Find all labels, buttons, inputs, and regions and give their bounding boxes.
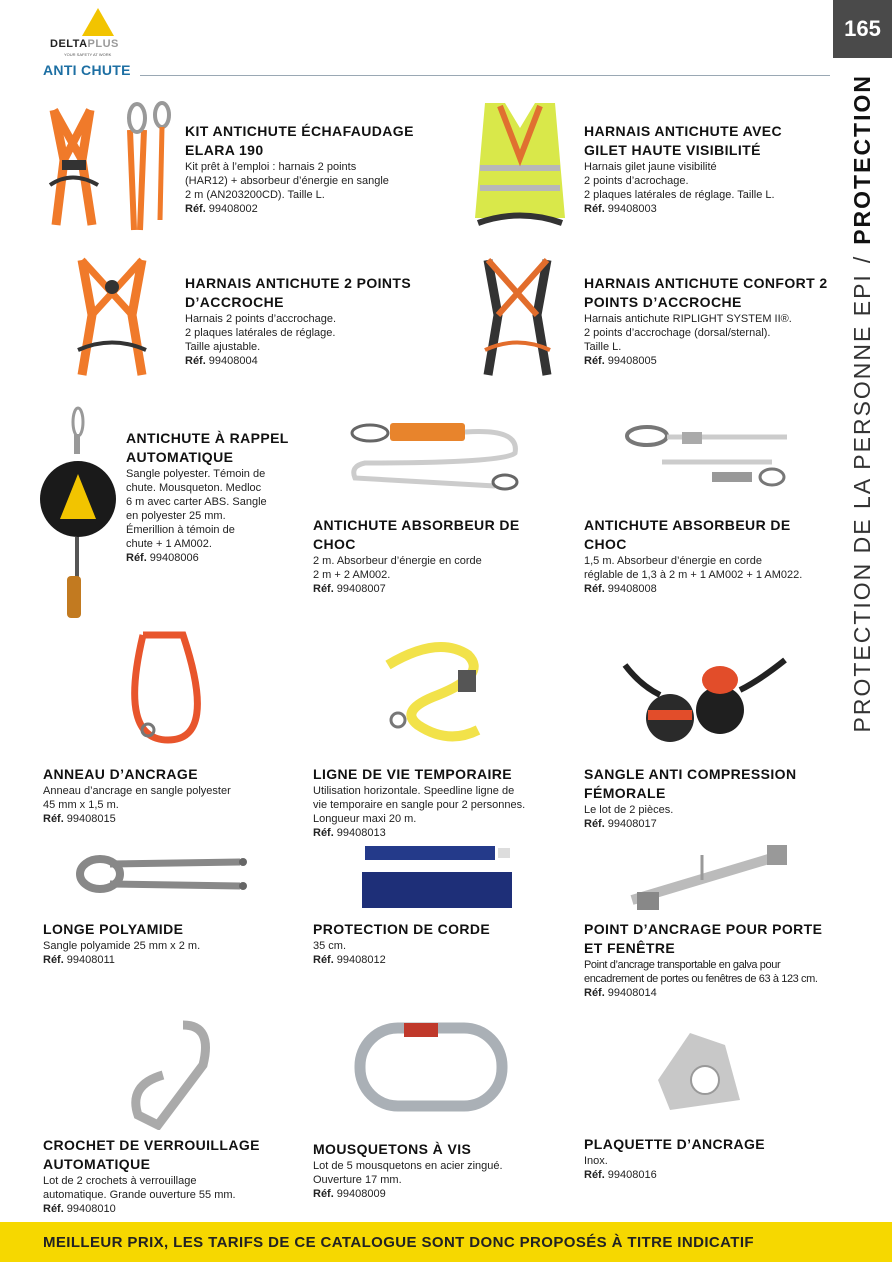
- rope-protector-image: [350, 842, 520, 912]
- locking-hook-image: [118, 1015, 218, 1130]
- product-description: Harnais gilet jaune visibilité 2 points d’acrochage. 2 plaques latérales de réglage. Taille L.: [584, 161, 775, 201]
- product-ref: Réf. 99408012: [313, 954, 386, 966]
- product-anchor-plate: [584, 1135, 829, 1182]
- product-description: 35 cm.: [313, 940, 347, 952]
- polyamide-lanyard-image: [75, 852, 255, 897]
- product-title: ANNEAU D’ANCRAGE: [43, 766, 198, 782]
- product-ref: Réf. 99408014: [584, 987, 657, 999]
- vest-harness-image: [470, 98, 570, 238]
- product-ref: Réf. 99408002: [185, 203, 258, 215]
- product-title: LONGE POLYAMIDE: [43, 921, 184, 937]
- temporary-lifeline-image: [378, 625, 498, 755]
- product-title: KIT ANTICHUTE ÉCHAFAUDAGE ELARA 190: [185, 123, 414, 158]
- product-description: Utilisation horizontale. Speedline ligne de vie temporaire en sangle pour 2 personnes. Longueur maxi 20 m.: [313, 785, 526, 825]
- product-polyamide-lanyard: [43, 920, 293, 967]
- product-ref: Réf. 99408015: [43, 813, 116, 825]
- brand-logo: [50, 8, 146, 56]
- disclaimer-text: MEILLEUR PRIX, LES TARIFS DE CE CATALOGUE SONT DONC PROPOSÉS À TITRE INDICATIF: [43, 1233, 754, 1251]
- logo-tagline: YOUR SAFETY AT WORK: [64, 52, 112, 57]
- screw-carabiner-image: [352, 1020, 512, 1115]
- product-ref: Réf. 99408008: [584, 583, 657, 595]
- product-description: Le lot de 2 pièces.: [584, 804, 674, 816]
- product-title: HARNAIS ANTICHUTE CONFORT 2 POINTS D’ACCROCHE: [584, 275, 828, 310]
- product-kit-elara: [185, 122, 435, 216]
- product-title: PROTECTION DE CORDE: [313, 921, 491, 937]
- product-ref: Réf. 99408005: [584, 355, 657, 367]
- comfort-harness-image: [480, 255, 555, 385]
- product-retractable: [126, 429, 296, 565]
- product-rope-protector: [313, 920, 563, 967]
- product-title: POINT D’ANCRAGE POUR PORTE ET FENÊTRE: [584, 921, 823, 956]
- product-shock-absorber-adjustable: [584, 516, 832, 596]
- product-title: CROCHET DE VERROUILLAGE AUTOMATIQUE: [43, 1137, 260, 1172]
- product-description: Kit prêt à l’emploi : harnais 2 points (HAR12) + absorbeur d’énergie en sangle 2 m (AN203200CD). Taille L.: [185, 161, 389, 201]
- section-title: ANTI CHUTE: [43, 62, 131, 78]
- product-title: ANTICHUTE ABSORBEUR DE CHOC: [313, 517, 520, 552]
- product-description: 2 m. Absorbeur d’énergie en corde 2 m + 2 AM002.: [313, 555, 482, 581]
- product-ref: Réf. 99408007: [313, 583, 386, 595]
- product-screw-carabiner: [313, 1140, 563, 1201]
- product-comfort-harness: [584, 274, 829, 368]
- product-femoral-strap: [584, 765, 829, 831]
- product-title: PLAQUETTE D’ANCRAGE: [584, 1136, 766, 1152]
- page-number: 165: [833, 0, 892, 58]
- product-locking-hook: [43, 1136, 293, 1216]
- product-ref: Réf. 99408004: [185, 355, 258, 367]
- category-text: PROTECTION DE LA PERSONNE EPI: [848, 273, 875, 733]
- product-description: Anneau d’ancrage en sangle polyester 45 mm x 1,5 m.: [43, 785, 231, 811]
- retractable-fall-arrester-image: [40, 404, 120, 624]
- product-title: SANGLE ANTI COMPRESSION FÉMORALE: [584, 766, 797, 801]
- anchor-plate-image: [650, 1025, 750, 1120]
- product-description: Inox.: [584, 1155, 608, 1167]
- product-lifeline: [313, 765, 568, 840]
- door-anchor-image: [622, 840, 792, 920]
- product-ref: Réf. 99408016: [584, 1169, 657, 1181]
- product-description: Sangle polyamide 25 mm x 2 m.: [43, 940, 201, 952]
- anchor-sling-image: [108, 630, 228, 755]
- product-description: Harnais 2 points d’accrochage. 2 plaques latérales de réglage. Taille ajustable.: [185, 313, 337, 353]
- product-harness-2-points: [185, 274, 435, 368]
- product-ref: Réf. 99408013: [313, 827, 386, 839]
- logo-main: DELTA: [50, 38, 88, 50]
- logo-accent: PLUS: [87, 38, 119, 50]
- product-vest-harness: [584, 122, 829, 216]
- category-separator: /: [848, 254, 875, 264]
- delta-triangle-icon: [82, 8, 114, 36]
- product-description: Lot de 5 mousquetons en acier zingué. Ouverture 17 mm.: [313, 1160, 503, 1186]
- product-ref: Réf. 99408006: [126, 552, 199, 564]
- logo-wordmark: [50, 38, 119, 50]
- product-shock-absorber-2m: [313, 516, 563, 596]
- adjustable-shock-absorber-image: [622, 422, 792, 497]
- shock-absorber-rope-image: [345, 418, 525, 493]
- product-ref: Réf. 99408017: [584, 818, 657, 830]
- product-title: ANTICHUTE ABSORBEUR DE CHOC: [584, 517, 791, 552]
- product-door-anchor: [584, 920, 832, 1000]
- product-title: LIGNE DE VIE TEMPORAIRE: [313, 766, 512, 782]
- product-ref: Réf. 99408011: [43, 954, 115, 966]
- harness-2-points-image: [72, 255, 152, 385]
- header-divider: [140, 75, 830, 76]
- product-description: Sangle polyester. Témoin de chute. Mousqueton. Medloc 6 m avec carter ABS. Sangle en polyester 25 mm. Émerillion à témoin de chute + 1 AM002.: [126, 468, 267, 550]
- product-description: Harnais antichute RIPLIGHT SYSTEM II®. 2 points d’accrochage (dorsal/sternal). Taille L.: [584, 313, 792, 353]
- product-description: Point d’ancrage transportable en galva pour encadrement de portes ou fenêtres de 63 à 123 cm.: [584, 959, 818, 985]
- kit-harness-image: [42, 100, 177, 235]
- product-title: MOUSQUETONS À VIS: [313, 1141, 472, 1157]
- product-description: Lot de 2 crochets à verrouillage automatique. Grande ouverture 55 mm.: [43, 1175, 236, 1201]
- product-ref: Réf. 99408010: [43, 1203, 116, 1215]
- price-disclaimer-banner: [0, 1222, 892, 1262]
- product-ref: Réf. 99408003: [584, 203, 657, 215]
- femoral-strap-image: [620, 650, 790, 745]
- product-title: HARNAIS ANTICHUTE 2 POINTS D’ACCROCHE: [185, 275, 412, 310]
- category-main: PROTECTION: [848, 74, 875, 245]
- product-title: HARNAIS ANTICHUTE AVEC GILET HAUTE VISIBILITÉ: [584, 123, 783, 158]
- product-anchor-sling: [43, 765, 293, 826]
- product-ref: Réf. 99408009: [313, 1188, 386, 1200]
- vertical-category-label: [842, 74, 882, 733]
- product-description: 1,5 m. Absorbeur d’énergie en corde réglable de 1,3 à 2 m + 1 AM002 + 1 AM022.: [584, 555, 803, 581]
- product-title: ANTICHUTE À RAPPEL AUTOMATIQUE: [126, 430, 289, 465]
